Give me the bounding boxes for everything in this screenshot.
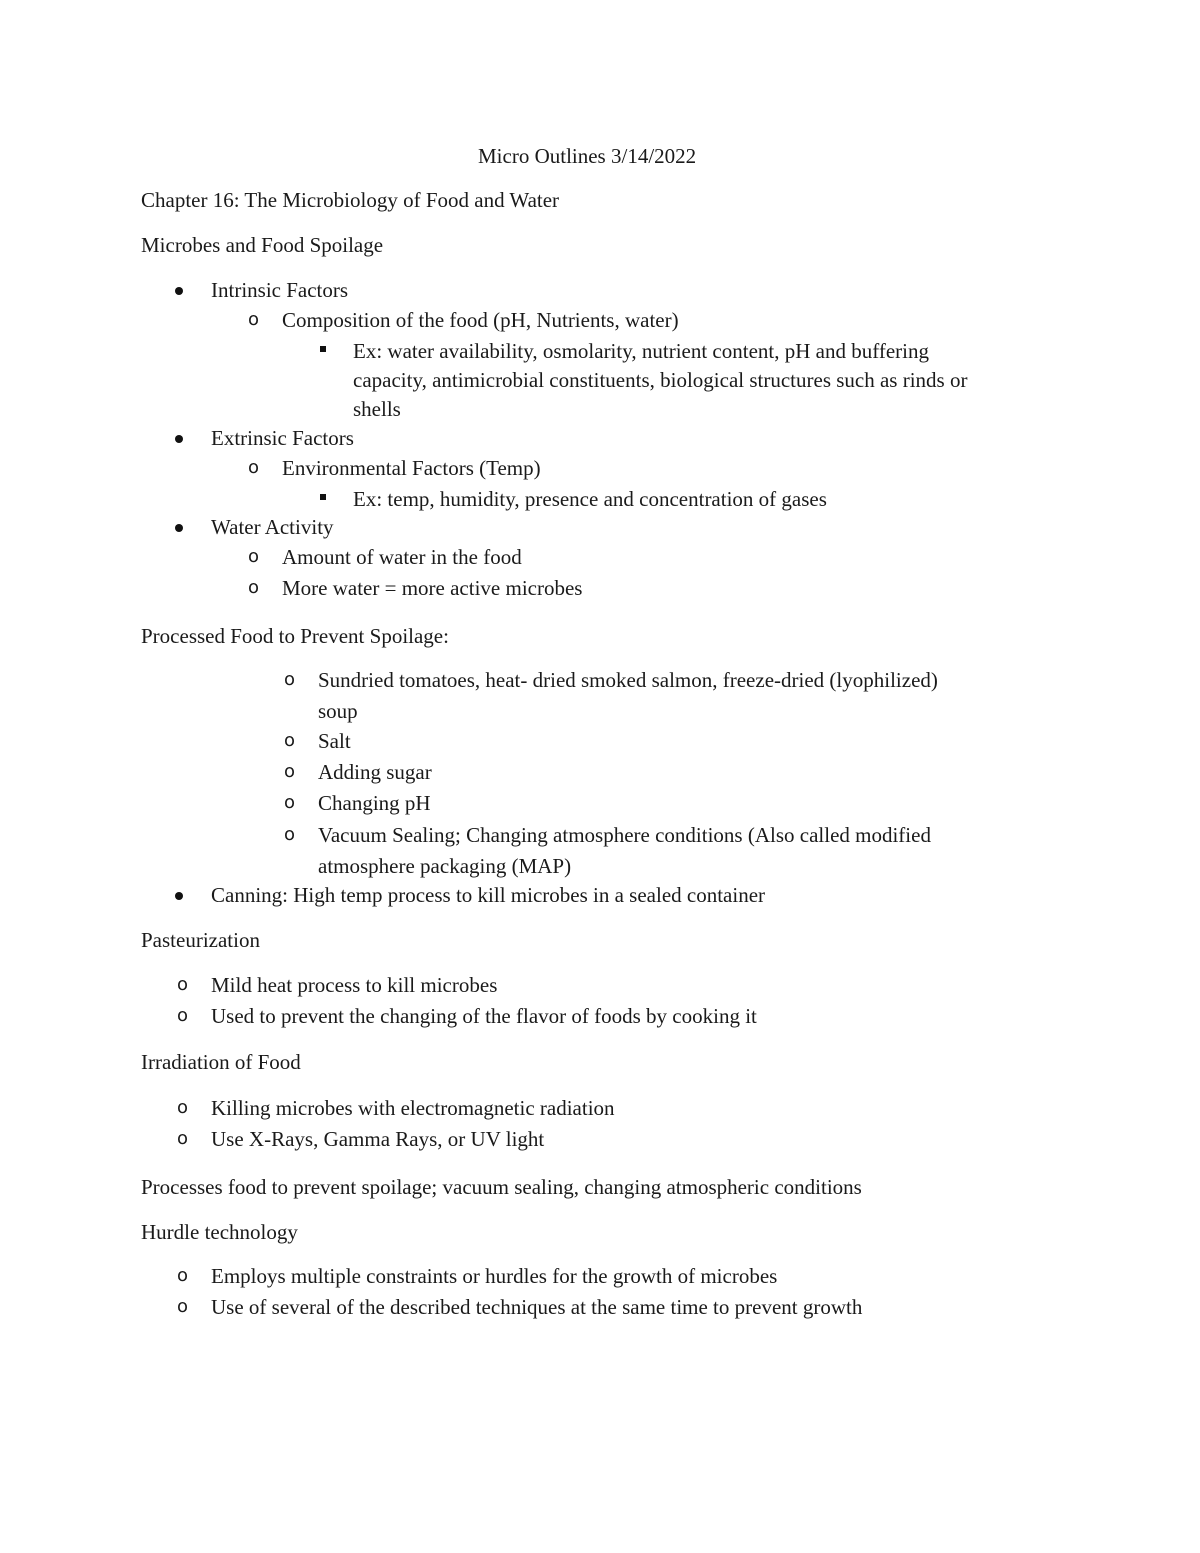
paragraph-processes: Processes food to prevent spoilage; vacuum sealing, changing atmospheric conditions xyxy=(141,1175,862,1199)
bullet-circle-icon: o xyxy=(284,792,296,813)
bullet-disc-icon xyxy=(175,892,183,900)
list-item: Changing pH xyxy=(318,791,431,815)
bullet-circle-icon: o xyxy=(284,669,296,690)
bullet-circle-icon: o xyxy=(177,1097,189,1118)
bullet-circle-icon: o xyxy=(248,546,260,567)
section-heading-processed: Processed Food to Prevent Spoilage: xyxy=(141,624,449,648)
bullet-circle-icon: o xyxy=(248,457,260,478)
bullet-disc-icon xyxy=(175,435,183,443)
list-item: Sundried tomatoes, heat- dried smoked salmon, freeze-dried (lyophilized) xyxy=(318,668,938,692)
list-item: Vacuum Sealing; Changing atmosphere conditions (Also called modified xyxy=(318,823,931,847)
bullet-disc-icon xyxy=(175,287,183,295)
list-item: Use of several of the described techniques at the same time to prevent growth xyxy=(211,1295,863,1319)
section-heading-pasteurization: Pasteurization xyxy=(141,928,260,952)
list-item-continuation: shells xyxy=(353,397,401,421)
bullet-circle-icon: o xyxy=(177,1005,189,1026)
list-item-continuation: capacity, antimicrobial constituents, biological structures such as rinds or xyxy=(353,368,968,392)
list-item: Extrinsic Factors xyxy=(211,426,354,450)
list-item: Environmental Factors (Temp) xyxy=(282,456,541,480)
list-item: Canning: High temp process to kill microbes in a sealed container xyxy=(211,883,766,907)
list-item: Killing microbes with electromagnetic radiation xyxy=(211,1096,615,1120)
list-item-continuation: atmosphere packaging (MAP) xyxy=(318,854,572,878)
list-item: Mild heat process to kill microbes xyxy=(211,973,498,997)
section-heading-irradiation: Irradiation of Food xyxy=(141,1050,301,1074)
page-title: Micro Outlines 3/14/2022 xyxy=(478,144,697,168)
list-item: Water Activity xyxy=(211,515,334,539)
bullet-circle-icon: o xyxy=(177,1296,189,1317)
section-heading-spoilage: Microbes and Food Spoilage xyxy=(141,233,384,257)
section-heading-hurdle: Hurdle technology xyxy=(141,1220,298,1244)
list-item: Use X-Rays, Gamma Rays, or UV light xyxy=(211,1127,545,1151)
bullet-circle-icon: o xyxy=(177,1128,189,1149)
list-item: More water = more active microbes xyxy=(282,576,583,600)
bullet-square-icon xyxy=(320,494,326,500)
list-item: Ex: temp, humidity, presence and concentration of gases xyxy=(353,487,827,511)
bullet-circle-icon: o xyxy=(177,974,189,995)
bullet-square-icon xyxy=(320,346,326,352)
list-item: Ex: water availability, osmolarity, nutrient content, pH and buffering xyxy=(353,339,929,363)
list-item: Adding sugar xyxy=(318,760,432,784)
list-item-continuation: soup xyxy=(318,699,358,723)
bullet-circle-icon: o xyxy=(284,824,296,845)
bullet-circle-icon: o xyxy=(248,309,260,330)
list-item: Amount of water in the food xyxy=(282,545,522,569)
bullet-circle-icon: o xyxy=(284,761,296,782)
list-item: Employs multiple constraints or hurdles for the growth of microbes xyxy=(211,1264,778,1288)
bullet-circle-icon: o xyxy=(248,577,260,598)
bullet-disc-icon xyxy=(175,524,183,532)
list-item: Used to prevent the changing of the flavor of foods by cooking it xyxy=(211,1004,757,1028)
list-item: Salt xyxy=(318,729,351,753)
bullet-circle-icon: o xyxy=(177,1265,189,1286)
chapter-heading: Chapter 16: The Microbiology of Food and Water xyxy=(141,188,560,212)
list-item: Composition of the food (pH, Nutrients, water) xyxy=(282,308,679,332)
bullet-circle-icon: o xyxy=(284,730,296,751)
list-item: Intrinsic Factors xyxy=(211,278,349,302)
